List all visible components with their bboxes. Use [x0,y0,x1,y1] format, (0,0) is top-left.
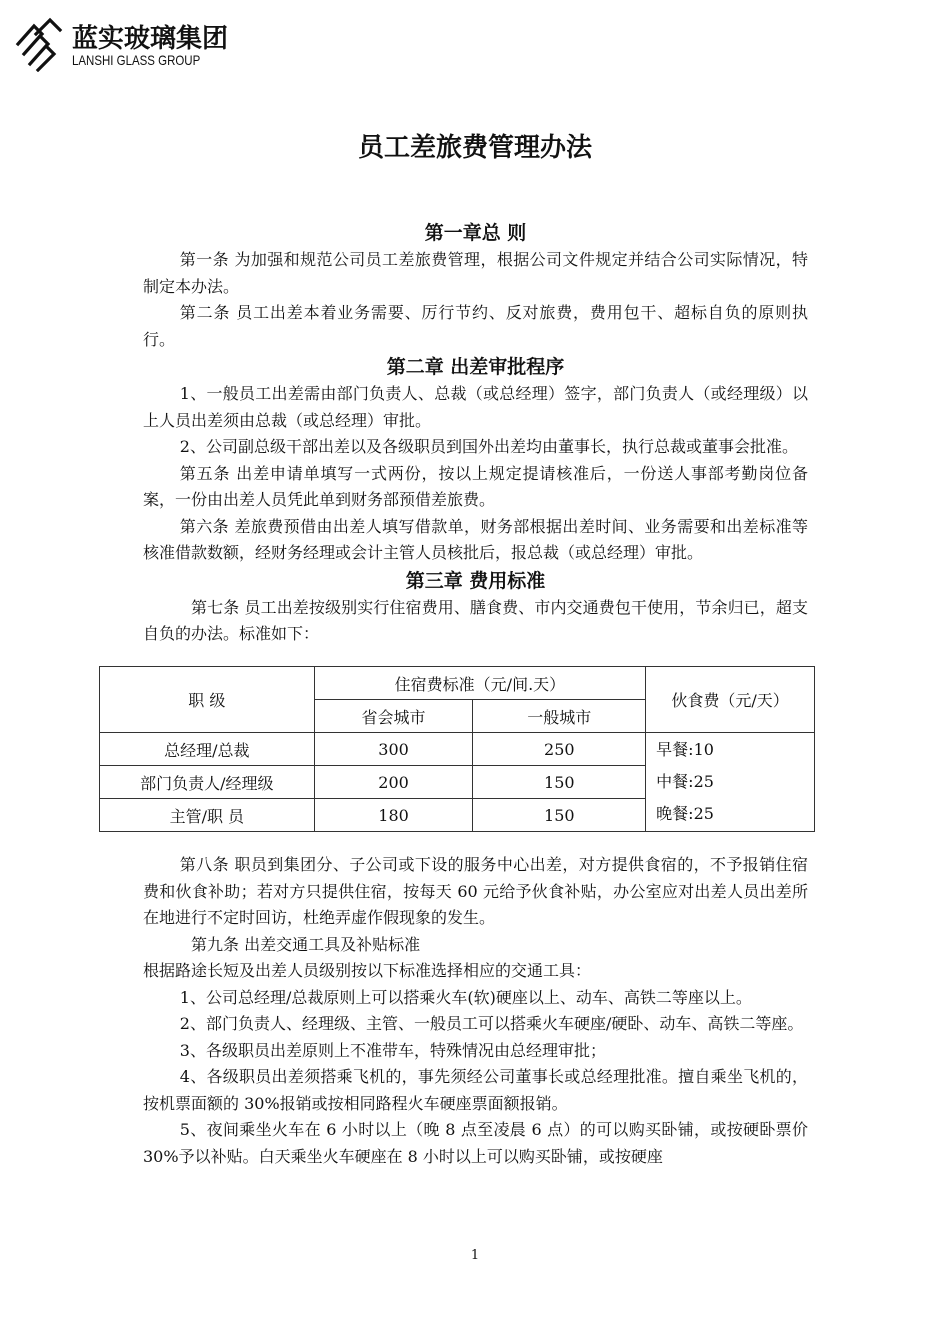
transport-item-1: 1、公司总经理/总裁原则上可以搭乘火车(软)硬座以上、动车、高铁二等座以上。 [179,987,752,1007]
article-6: 第六条 差旅费预借由出差人填写借款单，财务部根据出差时间、业务需要和出差标准等核准借款数额，经财务经理或会计主管人员核批后，报总裁（或总经理）审批。 [143,516,808,562]
row-provincial: 300 [314,733,473,766]
transport-item-5: 5、夜间乘坐火车在 6 小时以上（晚 8 点至凌晨 6 点）的可以购买卧铺，或按硬卧票价 30%予以补贴。白天乘坐火车硬座在 8 小时以上可以购买卧铺，或按硬座 [143,1120,808,1166]
chapter-3-heading: 第三章 费用标准 [405,569,546,592]
article-5: 第五条 出差申请单填写一式两份，按以上规定提请核准后，一份送人事部考勤岗位备案，一份由出差人员凭此单到财务部预借差旅费。 [143,463,808,509]
meal-allowance-cell [646,733,815,832]
row-level: 部门负责人/经理级 [100,766,315,799]
article-2: 第二条 员工出差本着业务需要、厉行节约、反对旅费，费用包干、超标自负的原则执行。 [143,303,808,349]
header-general: 一般城市 [473,700,646,733]
header-lodging: 住宿费标准（元/间.天） [314,667,646,700]
header-provincial: 省会城市 [314,700,473,733]
chapter-1-heading: 第一章总 则 [424,222,527,244]
article-9-heading: 第九条 出差交通工具及补贴标准 [191,934,421,954]
table-row [100,733,815,766]
article-1: 第一条 为加强和规范公司员工差旅费管理，根据公司文件规定并结合公司实际情况，特制定本办法。 [143,250,808,296]
article-9-intro: 根据路途长短及出差人员级别按以下标准选择相应的交通工具： [143,961,592,980]
table-header-row [100,667,815,700]
logo-chinese-name: 蓝实玻璃集团 [72,24,229,54]
approval-item-1: 1、一般员工出差需由部门负责人、总裁（或总经理）签字，部门负责人（或经理级）以上人员出差须由总裁（或总经理）审批。 [143,384,808,430]
transport-item-4: 4、各级职员出差须搭乘飞机的，事先须经公司董事长或总经理批准。擅自乘坐飞机的，按机票面额的 30%报销或按相同路程火车硬座票面额报销。 [143,1067,808,1113]
page-number: 1 [470,1248,480,1263]
row-general: 250 [473,733,646,766]
row-provincial: 180 [314,799,473,832]
company-logo [14,14,229,74]
document-body-continued [143,852,808,1170]
logo-english-name: LANSHI GLASS GROUP [72,52,201,68]
article-7: 第七条 员工出差按级别实行住宿费用、膳食费、市内交通费包干使用，节余归已，超支自负的办法。标准如下： [143,597,808,643]
row-level: 主管/职 员 [100,799,315,832]
row-general: 150 [473,766,646,799]
fee-standard-table [99,666,815,832]
transport-item-3: 3、各级职员出差原则上不准带车，特殊情况由总经理审批； [179,1040,606,1060]
document-body [143,219,808,648]
logo-mark-icon [14,14,64,72]
approval-item-2: 2、公司副总级干部出差以及各级职员到国外出差均由董事长，执行总裁或董事会批准。 [179,437,798,456]
row-level: 总经理/总裁 [100,733,315,766]
row-provincial: 200 [314,766,473,799]
document-title: 员工差旅费管理办法 [357,133,592,163]
meal-dinner: 晚餐:25 [656,804,714,823]
chapter-2-heading: 第二章 出差审批程序 [386,356,565,378]
header-meal: 伙食费（元/天） [646,667,815,733]
meal-lunch: 中餐:25 [656,772,714,791]
header-level: 职 级 [100,667,315,733]
meal-breakfast: 早餐:10 [656,740,714,759]
row-general: 150 [473,799,646,832]
transport-item-2: 2、部门负责人、经理级、主管、一般员工可以搭乘火车硬座/硬卧、动车、高铁二等座。 [179,1014,804,1033]
article-8: 第八条 职员到集团分、子公司或下设的服务中心出差，对方提供食宿的，不予报销住宿费和伙食补助；若对方只提供住宿，按每天 60 元给予伙食补贴，办公室应对出差人员出差所在地进行不定时回访，杜绝弄虚作假现象的发生。 [143,855,808,927]
